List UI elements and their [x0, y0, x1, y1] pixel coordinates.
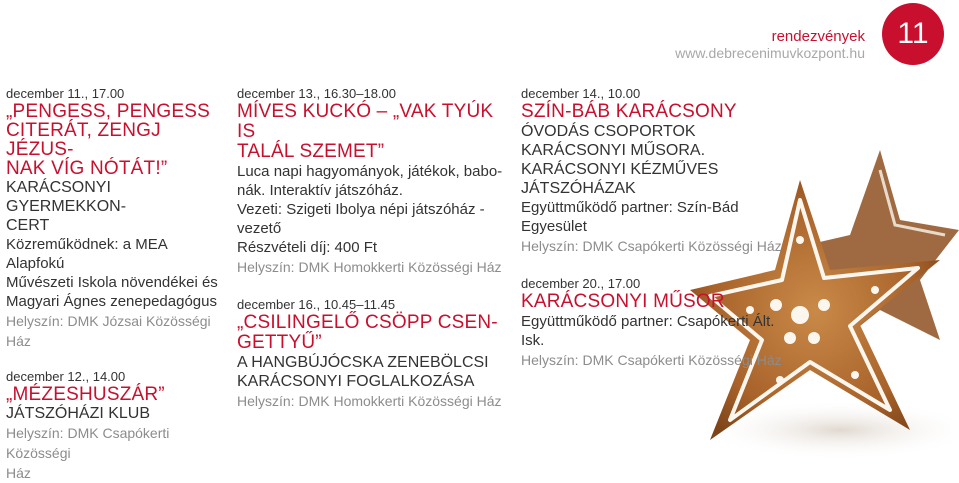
event-date: december 16., 10.45–11.45: [237, 297, 396, 312]
event-date: december 14., 10.00: [521, 86, 641, 101]
event-date: december 11., 17.00: [6, 86, 125, 101]
event-subtitle: JÁTSZÓHÁZI KLUB: [6, 405, 151, 422]
event-karacsonyi-musor: [521, 276, 791, 370]
column-3: [521, 86, 791, 370]
website-url[interactable]: www.debrecenimuvkozpont.hu: [675, 45, 865, 61]
event-date: december 12., 14.00: [6, 369, 126, 384]
event-subtitle: KARÁCSONYI GYERMEKKON- CERT: [6, 179, 127, 234]
event-venue: Helyszín: DMK Csapókerti Közösségi Ház: [6, 425, 170, 481]
event-pengess: [6, 86, 228, 351]
section-label: rendezvények: [771, 28, 865, 45]
event-title: KARÁCSONYI MŰSOR: [521, 291, 725, 312]
event-title: SZÍN-BÁB KARÁCSONY: [521, 101, 737, 122]
column-2: [237, 86, 507, 411]
event-szin-bab: [521, 86, 791, 256]
event-venue: Helyszín: DMK Csapókerti Közösségi Ház: [521, 352, 782, 368]
event-venue: Helyszín: DMK Homokkerti Közösségi Ház: [237, 259, 502, 275]
page-number-badge: 11: [882, 3, 944, 65]
event-date: december 13., 16.30–18.00: [237, 86, 397, 101]
event-title: MÍVES KUCKÓ – „VAK TYÚK IS TALÁL SZEMET”: [237, 101, 494, 162]
column-1: [6, 86, 228, 483]
event-mives-kucko: [237, 86, 507, 277]
event-title: „MÉZESHUSZÁR”: [6, 384, 165, 405]
event-title: „CSILINGELŐ CSÖPP CSEN- GETTYŰ”: [237, 312, 498, 353]
event-subtitle: A HANGBÚJÓCSKA ZENEBÖLCSI KARÁCSONYI FOGLALKOZÁSA: [237, 354, 489, 390]
event-description: Közreműködnek: a MEA Alapfokú Művészeti Iskola növendékei és Magyari Ágnes zenepedagógus: [6, 236, 218, 310]
event-venue: Helyszín: DMK Homokkerti Közösségi Ház: [237, 393, 502, 409]
event-csilingelo: [237, 297, 507, 411]
event-venue: Helyszín: DMK Józsai Közösségi Ház: [6, 313, 211, 349]
event-mezeshuszar: [6, 369, 228, 483]
event-title: „PENGESS, PENGESS CITERÁT, ZENGJ JÉZUS- NAK VÍG NÓTÁT!”: [6, 101, 211, 179]
event-subtitle: ÓVODÁS CSOPORTOK KARÁCSONYI MŰSORA. KARÁCSONYI KÉZMŰVES JÁTSZÓHÁZAK: [521, 123, 719, 197]
event-date: december 20., 17.00: [521, 276, 641, 291]
event-venue: Helyszín: DMK Csapókerti Közösségi Ház: [521, 238, 782, 254]
event-description: Együttműködő partner: Csapókerti Ált. Isk.: [521, 313, 775, 349]
event-description: Együttműködő partner: Szín-Bád Egyesület: [521, 199, 739, 235]
event-description: Luca napi hagyományok, játékok, babo- nák. Interaktív játszóház. Vezeti: Szigeti Ibolya népi játszóház - vezető Részvételi díj: 400 Ft: [237, 163, 503, 256]
page-header: [675, 28, 865, 62]
